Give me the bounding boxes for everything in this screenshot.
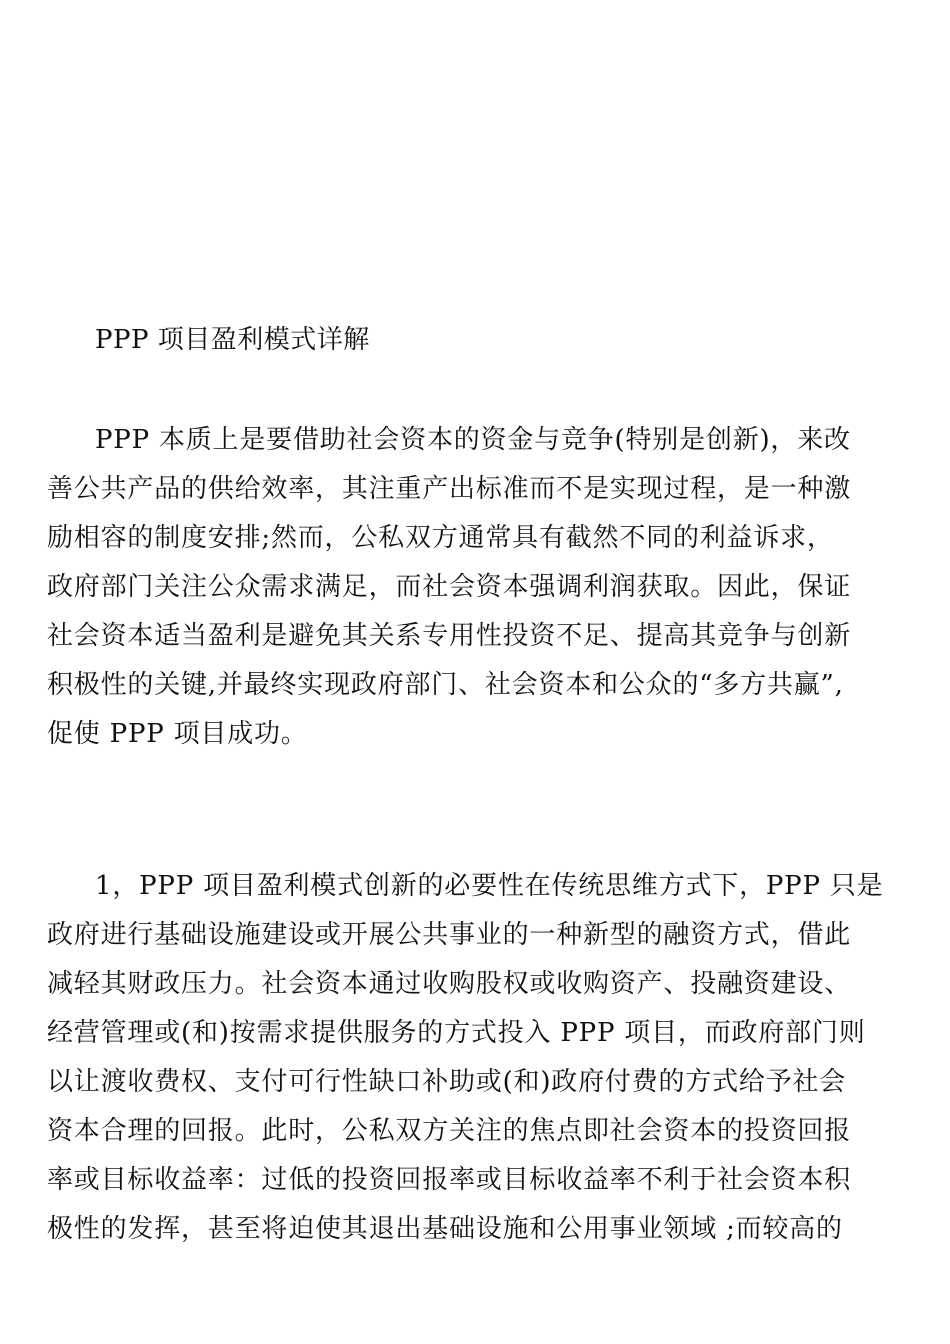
paragraph-line: 减轻其财政压力。社会资本通过收购股权或收购资产、投融资建设、 bbox=[47, 969, 852, 999]
document-title: PPP 项目盈利模式详解 bbox=[95, 325, 370, 355]
paragraph-line: 积极性的关键,并最终实现政府部门、社会资本和公众的“多方共赢”, bbox=[47, 670, 844, 700]
paragraph-line: 励相容的制度安排;然而，公私双方通常具有截然不同的利益诉求， bbox=[47, 523, 834, 553]
paragraph-line: 1，PPP 项目盈利模式创新的必要性在传统思维方式下，PPP 只是 bbox=[95, 871, 884, 901]
paragraph-line: 促使 PPP 项目成功。 bbox=[47, 719, 308, 749]
paragraph-line: 政府部门关注公众需求满足，而社会资本强调利润获取。因此，保证 bbox=[47, 572, 852, 602]
paragraph-line: 社会资本适当盈利是避免其关系专用性投资不足、提高其竞争与创新 bbox=[47, 621, 852, 651]
paragraph-line: 以让渡收费权、支付可行性缺口补助或(和)政府付费的方式给予社会 bbox=[47, 1067, 847, 1097]
paragraph-section-1 bbox=[47, 862, 907, 1254]
paragraph-line: 资本合理的回报。此时，公私双方关注的焦点即社会资本的投资回报 bbox=[47, 1116, 852, 1146]
paragraph-line: PPP 本质上是要借助社会资本的资金与竞争(特别是创新)，来改 bbox=[95, 425, 851, 455]
paragraph-intro bbox=[47, 416, 907, 759]
paragraph-line: 善公共产品的供给效率，其注重产出标准而不是实现过程，是一种激 bbox=[47, 474, 852, 504]
paragraph-line: 率或目标收益率：过低的投资回报率或目标收益率不利于社会资本积 bbox=[47, 1165, 852, 1195]
paragraph-line: 政府进行基础设施建设或开展公共事业的一种新型的融资方式，借此 bbox=[47, 920, 852, 950]
paragraph-line: 极性的发挥，甚至将迫使其退出基础设施和公用事业领域 ;而较高的 bbox=[47, 1214, 843, 1244]
paragraph-line: 经营管理或(和)按需求提供服务的方式投入 PPP 项目，而政府部门则 bbox=[47, 1018, 866, 1048]
